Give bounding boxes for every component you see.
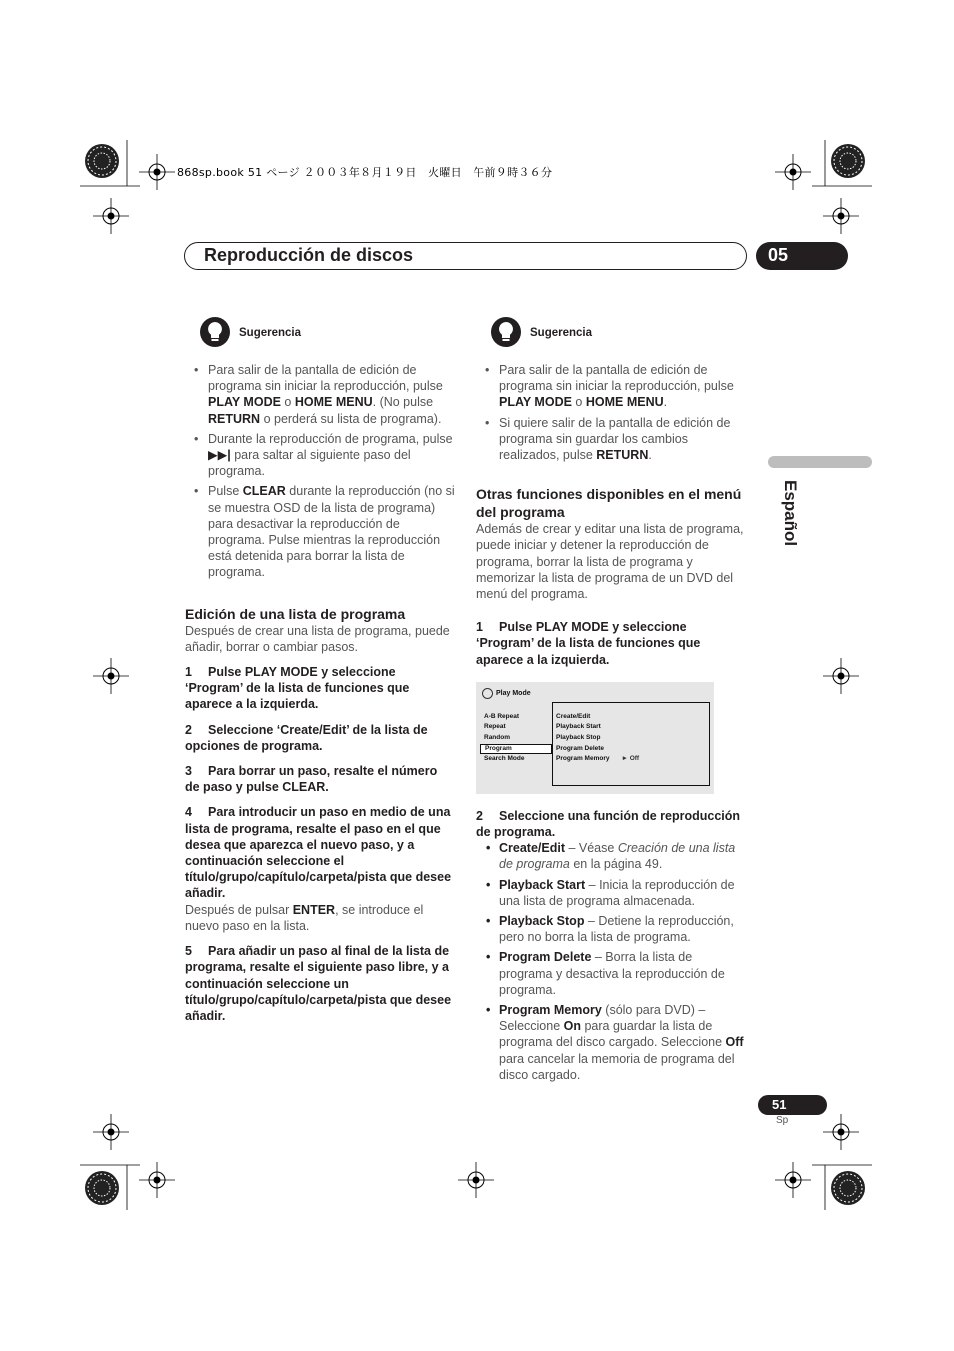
function-item: [499, 877, 746, 909]
osd-function-list: [480, 712, 556, 765]
text-run: On: [563, 1019, 581, 1034]
text-run: Durante la reproducción de programa, pulse: [208, 431, 453, 446]
step-text: Para borrar un paso, resalte el número de paso y pulse CLEAR.: [185, 764, 438, 795]
step-number: 1: [185, 665, 192, 680]
step-number: 4: [185, 805, 192, 820]
chapter-number: 05: [768, 245, 789, 265]
osd-option-label: Program Memory: [556, 755, 610, 763]
text-run: Off: [725, 1035, 744, 1050]
text-run: durante la reproducción (no si se muestra OSD de la lista de programa) para desactivar la reproducción de programa. Pulse mientras la reproducción está detenida para borrar la lista de programa.: [208, 484, 455, 580]
osd-option-label: Playback Stop: [556, 734, 601, 742]
text-run: – Véase: [565, 841, 618, 856]
tip-list: [476, 362, 746, 463]
step-text: Para añadir un paso al final de la lista de programa, resalte el siguiente paso libre, y a continuación seleccione un título/grupo/capítulo/carpeta/pista que desee añadir.: [185, 944, 452, 1023]
text-run: ▶▶|: [208, 448, 231, 463]
print-info: 868sp.book 51 ページ ２００３年８月１９日 火曜日 午前９時３６分: [177, 166, 553, 179]
text-run: . (No pulse: [372, 395, 434, 410]
lightbulb-icon: [490, 316, 522, 348]
function-item: [499, 1002, 746, 1083]
text-run: ENTER: [292, 902, 336, 917]
osd-option-item: [556, 722, 706, 733]
tip-item: [499, 362, 746, 411]
language-tab: [768, 456, 872, 468]
osd-option-list: [556, 712, 706, 765]
text-run: RETURN: [596, 448, 649, 463]
tip-item: [499, 415, 746, 464]
step-3: [185, 763, 455, 795]
right-column: [476, 316, 746, 1087]
osd-option-item: [556, 712, 706, 723]
text-run: – Detiene la reproducción, pero no borra la lista de programa.: [499, 914, 734, 945]
tip-item: [208, 362, 455, 427]
tip-header: [185, 316, 455, 352]
left-column: [185, 316, 455, 1024]
chapter-badge: [756, 242, 848, 270]
text-run: – Borra la lista de programa y desactiva la reproducción de programa.: [499, 950, 725, 997]
text-run: para saltar al siguiente paso del programa.: [208, 448, 411, 479]
text-run: .: [663, 395, 668, 410]
text-run: Program Delete: [499, 950, 592, 965]
step-text: Pulse PLAY MODE y seleccione ‘Program’ de la lista de funciones que aparece a la izquierda.: [185, 665, 410, 712]
text-run: Playback Start: [499, 877, 586, 892]
osd-option-label: Playback Start: [556, 723, 601, 731]
page-number: 51: [772, 1097, 787, 1112]
text-run: para guardar la lista de programa del disco cargado. Seleccione: [499, 1019, 726, 1050]
tip-list: [185, 362, 455, 581]
text-run: – Inicia la reproducción de una lista de programa almacenada.: [499, 877, 735, 908]
osd-function-item: Random: [484, 734, 510, 742]
osd-function-item: Repeat: [484, 723, 506, 731]
tip-item: [208, 431, 455, 480]
text-run: HOME MENU: [294, 395, 373, 410]
step-list: [185, 655, 455, 1024]
text-run: Create/Edit: [499, 841, 565, 856]
osd-screenshot: [476, 682, 714, 794]
step-number: 3: [185, 764, 192, 779]
page-number-badge: [758, 1095, 827, 1115]
text-run: Para salir de la pantalla de edición de programa sin iniciar la reproducción, pulse: [208, 363, 443, 394]
section-title: Reproducción de discos: [204, 245, 414, 265]
osd-function-item: Program: [480, 744, 552, 755]
function-item: [499, 949, 746, 998]
step-5: [185, 943, 455, 1024]
section-intro: Después de crear una lista de programa, puede añadir, borrar o cambiar pasos.: [185, 623, 450, 654]
section-title-bar: [184, 242, 747, 270]
function-item: [499, 913, 746, 945]
text-run: o: [280, 395, 295, 410]
step-number: 5: [185, 944, 192, 959]
step-text: Para introducir un paso en medio de una lista de programa, resalte el paso en el que desea que aparezca el nuevo paso, y a continuación seleccione el título/grupo/capítulo/carpeta/pista que desee añadir.: [185, 805, 452, 901]
function-list: [476, 840, 746, 1083]
text-run: PLAY MODE: [499, 395, 572, 410]
step-note: [185, 902, 455, 934]
text-run: , se introduce el nuevo paso en la lista.: [185, 902, 424, 933]
step-2: 2 Seleccione una función de reproducción de programa.: [476, 808, 741, 840]
text-run: Después de pulsar: [185, 902, 293, 917]
osd-option-item: [556, 754, 706, 765]
osd-memory-value: ► Off: [621, 755, 640, 763]
tip-label: Sugerencia: [530, 327, 592, 339]
tip-header: [476, 316, 746, 352]
step-number: 2: [185, 722, 192, 737]
disc-icon: [482, 688, 493, 699]
section-heading: Edición de una lista de programa: [185, 605, 406, 622]
step-text: Seleccione ‘Create/Edit’ de la lista de opciones de programa.: [185, 722, 428, 753]
text-run: HOME MENU: [585, 395, 664, 410]
osd-option-label: Program Delete: [556, 744, 605, 752]
text-run: Playback Stop: [499, 914, 585, 929]
text-run: RETURN: [208, 411, 261, 426]
text-run: Program Memory: [499, 1003, 602, 1018]
text-run: Pulse: [208, 484, 243, 499]
text-run: Si quiere salir de la pantalla de edición de programa sin guardar los cambios realizados, pulse: [499, 415, 731, 463]
text-run: para cancelar la memoria de programa del disco cargado.: [499, 1051, 735, 1082]
text-run: en la página 49.: [569, 857, 663, 872]
language-code: Sp: [776, 1115, 789, 1126]
osd-option-item: [556, 744, 706, 755]
osd-option-item: [556, 733, 706, 744]
osd-option-label: Create/Edit: [556, 712, 591, 720]
osd-function-item: Search Mode: [484, 755, 525, 763]
lightbulb-icon: [199, 316, 231, 348]
text-run: (sólo para DVD) – Seleccione: [499, 1003, 706, 1034]
step-1: 1 Pulse PLAY MODE y seleccione ‘Program’ de la lista de funciones que aparece a la izquierda.: [476, 620, 701, 667]
function-item: [499, 840, 746, 872]
osd-title: Play Mode: [482, 686, 531, 702]
step-1: [185, 664, 455, 713]
language-label: Español: [781, 480, 800, 547]
tip-item: [208, 483, 455, 580]
text-run: PLAY MODE: [208, 395, 281, 410]
osd-function-item: A-B Repeat: [484, 712, 520, 720]
text-run: .: [648, 448, 652, 463]
text-run: Para salir de la pantalla de edición de programa sin iniciar la reproducción, pulse: [499, 363, 734, 394]
text-run: CLEAR: [242, 484, 286, 499]
text-run: o: [571, 395, 586, 410]
section-intro: Además de crear y editar una lista de programa, puede iniciar y detener la reproducción de programa, borrar la lista de programa y memorizar la lista de programa de un DVD del menú del programa.: [476, 522, 744, 602]
text-run: o perderá su lista de programa).: [260, 411, 442, 426]
step-2: [185, 722, 455, 754]
text-run: Creación de una lista de programa: [499, 841, 736, 872]
section-heading: Otras funciones disponibles en el menú del programa: [476, 486, 742, 521]
step-4: [185, 804, 455, 901]
tip-label: Sugerencia: [239, 327, 301, 339]
